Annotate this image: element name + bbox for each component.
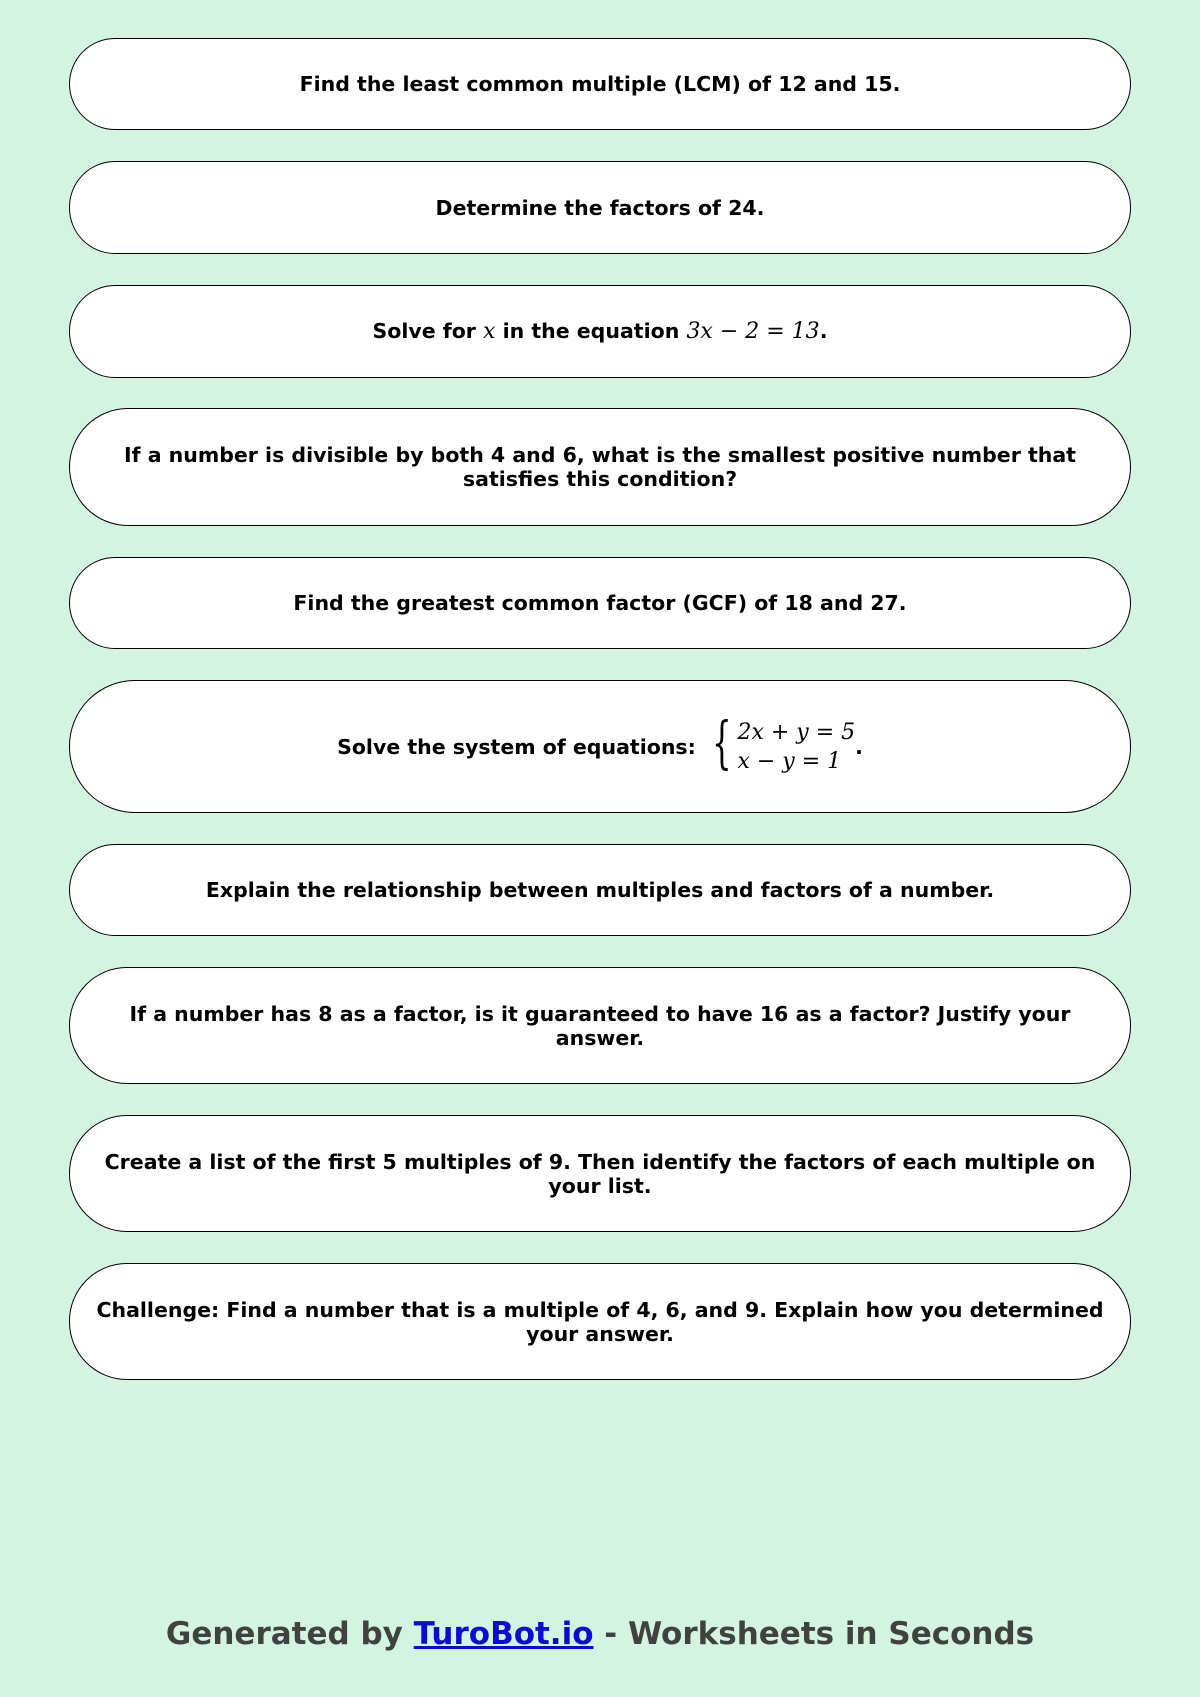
question-card — [69, 967, 1131, 1084]
question-text — [337, 710, 863, 776]
question-card — [69, 844, 1131, 936]
question-text: Challenge: Find a number that is a multiple of 4, 6, and 9. Explain how you determined your answer. — [96, 1297, 1104, 1346]
question-text: Create a list of the first 5 multiples of 9. Then identify the factors of each multiple on your list. — [104, 1149, 1096, 1198]
question-card — [69, 680, 1131, 813]
question-text-suffix: . — [819, 319, 828, 343]
question-text-prefix: Solve for — [372, 319, 484, 343]
math-variable: x — [483, 319, 496, 344]
question-card — [69, 161, 1131, 254]
question-text: Explain the relationship between multiples and factors of a number. — [205, 878, 995, 902]
math-equation: 2x + y = 5 — [737, 719, 856, 745]
question-text-suffix: . — [855, 734, 863, 759]
turobot-link[interactable]: TuroBot.io — [413, 1616, 594, 1652]
question-text: Determine the factors of 24. — [435, 195, 765, 220]
question-text-middle: in the equation — [495, 319, 687, 343]
question-text: Find the least common multiple (LCM) of 12 and 15. — [299, 72, 901, 96]
question-card — [69, 285, 1131, 378]
question-card — [69, 38, 1131, 130]
question-text — [373, 319, 828, 344]
question-text: Find the greatest common factor (GCF) of 18 and 27. — [293, 591, 907, 615]
question-card — [69, 557, 1131, 649]
footer-suffix: - Worksheets in Seconds — [593, 1616, 1035, 1652]
question-text: If a number is divisible by both 4 and 6, what is the smallest positive number that satisfies this condition? — [124, 443, 1076, 491]
question-card — [69, 1115, 1131, 1232]
brace-icon: { — [711, 710, 732, 776]
equation-list — [737, 718, 855, 776]
question-text: If a number has 8 as a factor, is it guaranteed to have 16 as a factor? Justify your answer. — [129, 1001, 1071, 1050]
question-card — [69, 408, 1131, 526]
math-equation: 3x − 2 = 13 — [686, 319, 820, 344]
question-card — [69, 1263, 1131, 1380]
math-equation: x − y = 1 — [737, 748, 842, 774]
equation-system — [704, 710, 856, 776]
question-text-prefix: Solve the system of equations: — [337, 734, 696, 759]
footer — [0, 1616, 1200, 1652]
footer-prefix: Generated by — [165, 1616, 414, 1652]
